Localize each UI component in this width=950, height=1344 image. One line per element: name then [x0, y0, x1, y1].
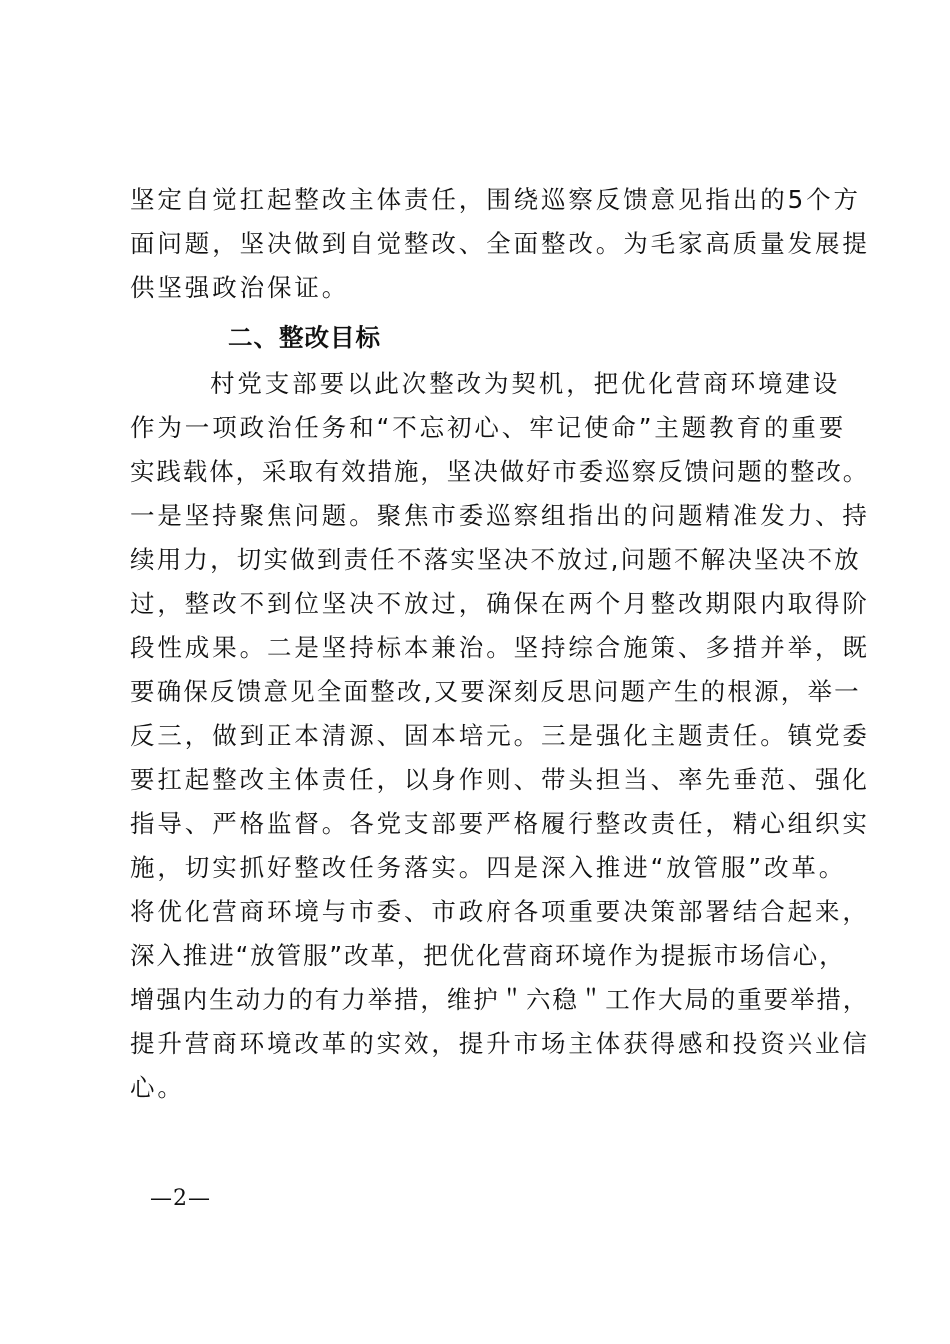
paragraph-line: 增强内生动力的有力举措，维护＂六稳＂工作大局的重要举措， — [130, 985, 870, 1014]
paragraph-line: 施，切实抓好整改任务落实。四是深入推进“放管服”改革。 — [130, 853, 847, 882]
paragraph-line: 指导、严格监督。各党支部要严格履行整改责任，精心组织实 — [130, 809, 870, 838]
paragraph-line: 面问题，坚决做到自觉整改、全面整改。为毛家高质量发展提 — [130, 229, 870, 258]
section-heading: 二、整改目标 — [228, 323, 381, 352]
paragraph-line: 实践载体，采取有效措施，坚决做好市委巡察反馈问题的整改。 — [130, 457, 870, 486]
paragraph-line: 要确保反馈意见全面整改,又要深刻反思问题产生的根源，举一 — [130, 677, 861, 706]
page-number: —2— — [150, 1186, 211, 1211]
paragraph-line: 过，整改不到位坚决不放过，确保在两个月整改期限内取得阶 — [130, 589, 870, 618]
paragraph-line: 供坚强政治保证。 — [130, 273, 350, 302]
paragraph-line: 作为一项政治任务和“不忘初心、牢记使命”主题教育的重要 — [130, 413, 847, 442]
paragraph-line: 心。 — [130, 1073, 185, 1102]
paragraph-line: 段性成果。二是坚持标本兼治。坚持综合施策、多措并举，既 — [130, 633, 870, 662]
paragraph-line: 反三，做到正本清源、固本培元。三是强化主题责任。镇党委 — [130, 721, 870, 750]
paragraph-line: 将优化营商环境与市委、市政府各项重要决策部署结合起来， — [130, 897, 870, 926]
paragraph-line: 续用力，切实做到责任不落实坚决不放过,问题不解决坚决不放 — [130, 545, 861, 574]
paragraph-line: 要扛起整改主体责任，以身作则、带头担当、率先垂范、强化 — [130, 765, 870, 794]
paragraph-line: 村党支部要以此次整改为契机，把优化营商环境建设 — [210, 369, 841, 398]
paragraph-line: 坚定自觉扛起整改主体责任，围绕巡察反馈意见指出的5个方 — [130, 185, 861, 214]
paragraph-line: 提升营商环境改革的实效，提升市场主体获得感和投资兴业信 — [130, 1029, 870, 1058]
paragraph-line: 一是坚持聚焦问题。聚焦市委巡察组指出的问题精准发力、持 — [130, 501, 870, 530]
paragraph-line: 深入推进“放管服”改革，把优化营商环境作为提振市场信心， — [130, 941, 846, 970]
